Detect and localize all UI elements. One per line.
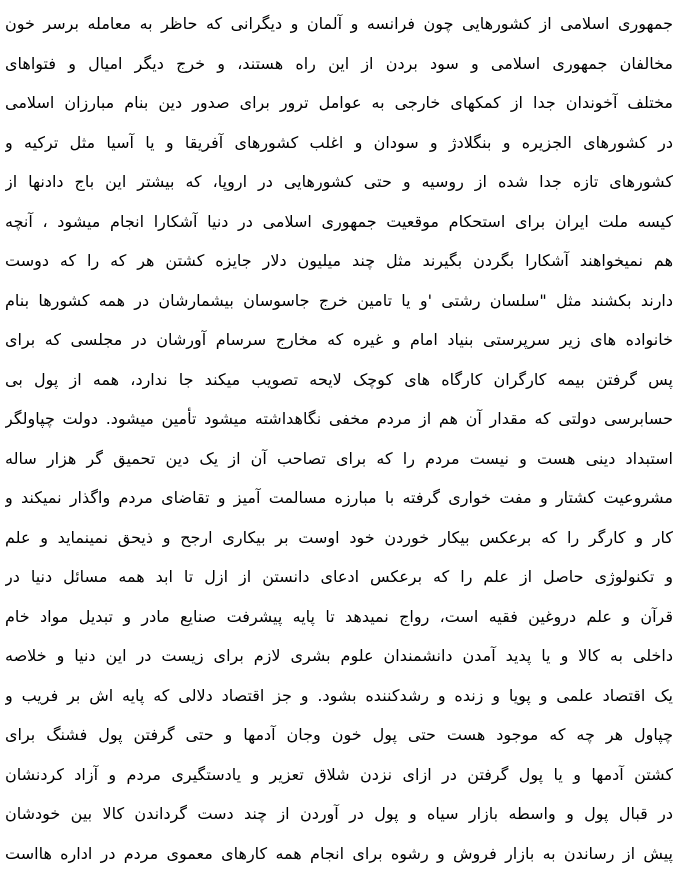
text-line: کشورهای تازه جدا شده از روسیه و حتی کشورهایی در اروپا، که بیشتر این باج دادنها از xyxy=(5,172,673,191)
text-line: مختلف آخوندان جدا از کمکهای خارجی به عوامل ترور برای صدور دین بنام مبارزان اسلامی xyxy=(5,93,673,112)
text-line: مخالفان جمهوری اسلامی و سود بردن از این راه هستند، و خرج دیگر امیال و فتواهای xyxy=(5,53,673,73)
text-line: در قبال پول و واسطه بازار سیاه و پول در آوردن از چند دست گرداندن کالا بین خودشان xyxy=(5,804,673,823)
text-line: و تکنولوژی حاصل از علم را که برعکس ادعای دانستن از ازل تا ابد همه مسائل دنیا در xyxy=(5,567,673,586)
text-line: دارند بکشند مثل "سلسان رشتی 'و یا تامین خرج جاسوسان بیشمارشان در همه کشورها بنام xyxy=(5,290,673,310)
text-line: جمهوری اسلامی از کشورهایی چون فرانسه و آلمان و دیگرانی که حاظر به معامله برسر خون xyxy=(5,14,673,33)
text-line: در کشورهای الجزیره و بنگلادژ و سودان و اغلب کشورهای آفریقا و یا آسیا مثل ترکیه و xyxy=(5,132,673,152)
text-line: یک اقتصاد علمی و پویا و زنده و رشدکننده بشود. و جز اقتصاد دلالی که پایه اش بر فریب و xyxy=(5,685,673,705)
text-line: پیش از رساندن به بازار فروش و رشوه برای انجام همه کارهای معموی مردم در اداره هااست xyxy=(5,843,673,863)
text-lines xyxy=(5,4,673,873)
text-line: کار و کارگر را که برعکس بیکار خوردن خود اوست بر بیکاری ارجح و ذیحق نمینماید و علم xyxy=(5,527,673,547)
text-line: چپاول هر چه که موجود هست حتی پول خون وجان آدمها و حتی گرفتن پول فشنگ برای xyxy=(5,725,673,744)
text-line: استبداد دینی هست و نیست مردم را که برای تصاحب آن از یک دین تحمیق گر هزار ساله xyxy=(5,448,673,468)
text-line: داخلی به کالا و یا پدید آمدن دانشمندان علوم بشری لازم برای زیست در این دنیا و خلاصه xyxy=(5,646,673,665)
text-line: قرآن و علم دروغین فقیه است، رواج نمیدهد تا پایه پیشرفت صنایع مادر و تبدیل مواد خام xyxy=(5,606,673,626)
text-line: خانواده های زیر سرپرستی بنیاد امام و غیره که مخارج سرسام آورشان در مجلسی که برای xyxy=(5,330,673,349)
text-line: حسابرسی دولتی که مقدار آن هم از مردم مخفی نگاهداشته میشود تأمین میشود. دولت چپاولگر xyxy=(5,409,673,428)
text-line: کشتن آدمها و یا پول گرفتن در ازای نزدن شلاق تعزیر و یادستگیری مردم و آزاد کردنشان xyxy=(5,764,673,784)
text-line: پس گرفتن بیمه کارگران کارگاه های کوچک لایحه تصویب میکند جا ندارد، همه از پول بی xyxy=(5,369,673,389)
text-line: کیسه ملت ایران برای استحکام موقعیت جمهوری اسلامی در دنیا آشکارا انجام میشود ، آنچه xyxy=(5,211,673,231)
text-line: هم نمیخواهند آشکارا بگردن بگیرند مثل چند میلیون دلار جایزه کشتن هر که را که دوست xyxy=(5,251,673,270)
text-line: مشروعیت کشتار و مفت خواری گرفته با مبارزه مسالمت آمیز و تقاضای مردم واگذار نمیکند و xyxy=(5,488,673,507)
